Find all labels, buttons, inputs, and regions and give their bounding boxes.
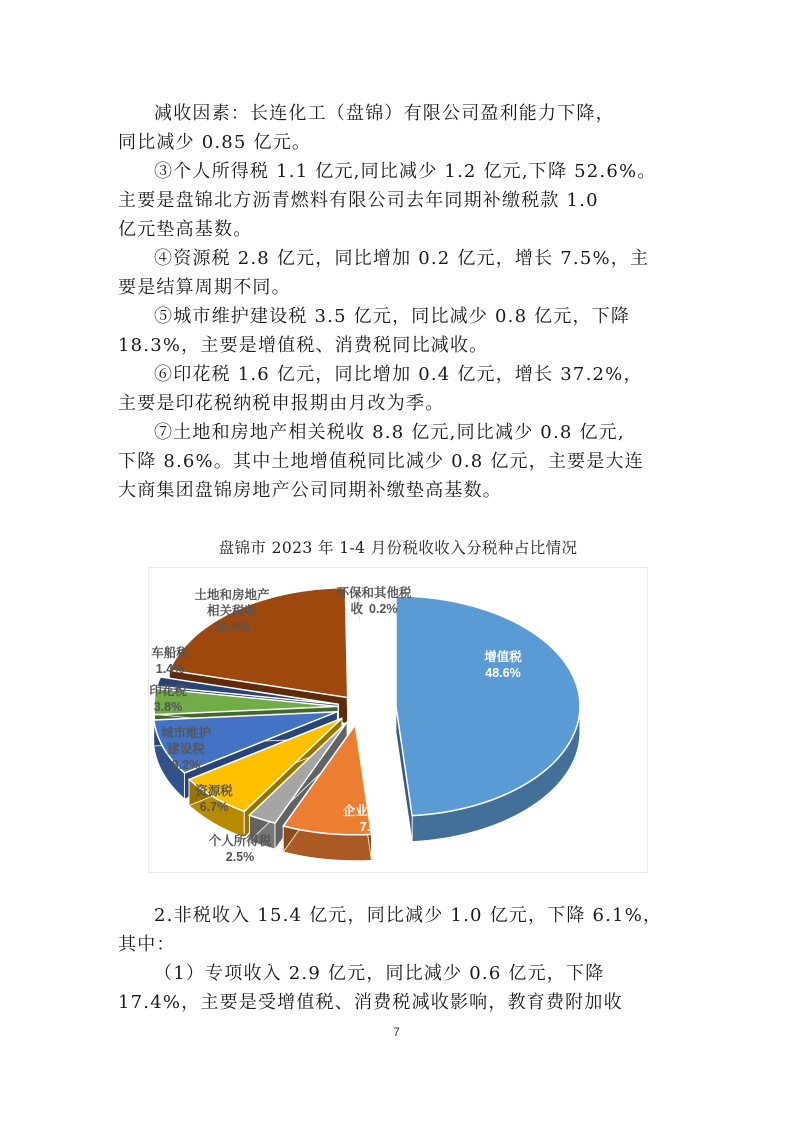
text-line: ⑥印花税 1.6 亿元，同比增加 0.4 亿元，增长 37.2%， [154, 364, 643, 385]
pie-label-value: 20.8% [214, 620, 250, 634]
text-line: ⑦土地和房地产相关税收 8.8 亿元,同比减少 0.8 亿元, [154, 422, 625, 443]
pie-label-name-line: 印花税 [149, 684, 187, 698]
pie-label-name-line: 环保和其他税 [336, 586, 412, 600]
text-line: 其中： [118, 934, 176, 955]
text-line: 主要是盘锦北方沥青燃料有限公司去年同期补缴税款 1.0 [118, 190, 599, 211]
pie-label-value: 7.8% [359, 820, 389, 834]
text-line: 下降 8.6%。其中土地增值税同比减少 0.8 亿元，主要是大连 [118, 451, 644, 472]
pie-label-name-line: 增值税 [484, 650, 522, 664]
pie-label-value: 6.7% [199, 800, 229, 814]
text-line: 亿元垫高基数。 [118, 219, 253, 240]
pie-label-name-line: 收 [350, 602, 364, 616]
paragraph-land-real-estate-tax [118, 418, 678, 505]
pie-label-value: 1.4% [155, 662, 185, 676]
text-line: 17.4%，主要是受增值税、消费税减收影响，教育费附加收 [118, 992, 623, 1013]
text-line: 大商集团盘锦房地产公司同期补缴垫高基数。 [118, 480, 502, 501]
text-line: 2.非税收入 15.4 亿元，同比减少 1.0 亿元，下降 6.1%， [154, 905, 663, 926]
text-line: ④资源税 2.8 亿元，同比增加 0.2 亿元，增长 7.5%，主 [154, 248, 650, 269]
pie-label-value: 48.6% [485, 666, 521, 680]
pie-label-name-line: 个人所得税 [208, 834, 272, 848]
paragraph-resource-tax [118, 244, 678, 302]
pie-label-name-line: 资源税 [195, 784, 233, 798]
chart-title: 盘锦市 2023 年 1-4 月份税收收入分税种占比情况 [218, 539, 578, 557]
pie-label-value: 8.2% [171, 758, 201, 772]
text-line: 主要是印花税纳税申报期由月改为季。 [118, 393, 445, 414]
pie-label-value: 3.8% [153, 700, 183, 714]
pie-label-name-line: 车船税 [151, 646, 189, 660]
pie-label-name-line: 城市维护 [160, 726, 212, 740]
paragraph-personal-income-tax [118, 157, 678, 244]
pie-label-name-line: 相关税收 [206, 604, 258, 618]
pie-label-value: 0.2% [369, 602, 398, 616]
pie-label-value: 2.5% [225, 850, 255, 864]
paragraph-special-revenue [118, 959, 678, 1017]
text-line: 18.3%，主要是增值税、消费税同比减收。 [118, 335, 489, 356]
text-line: 同比减少 0.85 亿元。 [118, 132, 312, 153]
text-line: ⑤城市维护建设税 3.5 亿元，同比减少 0.8 亿元，下降 [154, 306, 631, 327]
paragraph-urban-maintenance-tax [118, 302, 678, 360]
tax-share-pie-chart [148, 528, 648, 878]
pie-label-name-line: 土地和房地产 [194, 588, 270, 602]
text-line: ③个人所得税 1.1 亿元,同比减少 1.2 亿元,下降 52.6%。 [154, 161, 657, 182]
text-line: 要是结算周期不同。 [118, 277, 291, 298]
pie-label-name-line: 建设税 [167, 742, 205, 756]
paragraph-reduction-factor [118, 99, 678, 157]
pie-label-name-line: 企业所得税 [342, 804, 406, 818]
paragraph-stamp-tax [118, 360, 678, 418]
pie-svg [148, 567, 648, 873]
text-line: （1）专项收入 2.9 亿元，同比减少 0.6 亿元，下降 [154, 963, 605, 984]
chart-plot-area [148, 567, 648, 873]
text-line: 减收因素：长连化工（盘锦）有限公司盈利能力下降， [154, 103, 615, 124]
page-number: 7 [393, 1025, 400, 1039]
paragraph-non-tax-revenue [118, 901, 678, 959]
